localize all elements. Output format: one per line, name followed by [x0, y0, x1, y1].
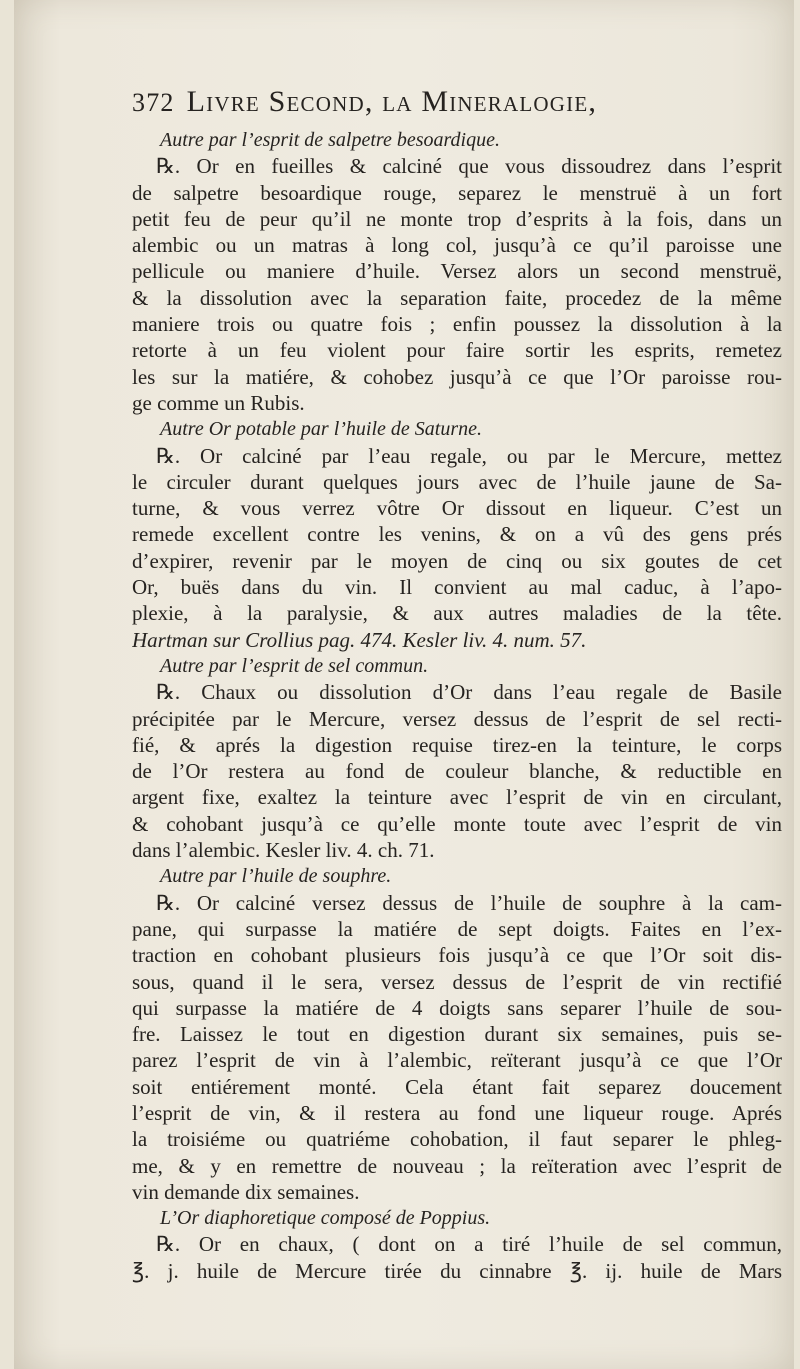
text-line: ℞. Or calciné par l’eau regale, ou par le Mercure, mettez [156, 443, 782, 468]
text-line: argent fixe, exaltez la teinture avec l’esprit de vin en circulant, [132, 785, 782, 810]
book-page [14, 0, 794, 1369]
text-line: ge comme un Rubis. [132, 390, 305, 415]
text-line: la troisiéme ou quatriéme cohobation, il faut separer le phleg- [132, 1127, 782, 1152]
text-line: Or, buës dans du vin. Il convient au mal caduc, à l’apo- [132, 575, 782, 600]
text-line: ℞. Or calciné versez dessus de l’huile de souphre à la cam- [156, 890, 782, 915]
text-line: d’expirer, revenir par le moyen de cinq ou six goutes de cet [132, 548, 782, 573]
text-line: fre. Laissez le tout en digestion durant six semaines, puis se- [132, 1022, 782, 1047]
page-number: 372 [132, 88, 175, 117]
text-line: plexie, à la paralysie, & aux autres maladies de la tête. [132, 601, 782, 626]
text-line: petit feu de peur qu’il ne monte trop d’esprits à la fois, dans un [132, 206, 782, 231]
text-line: & la dissolution avec la separation faite, procedez de la même [132, 285, 782, 310]
text-line: sous, quand il le sera, versez dessus de l’esprit de vin rectifié [132, 969, 782, 994]
text-line: le circuler durant quelques jours avec de l’huile jaune de Sa- [132, 469, 782, 494]
running-title: Livre Second, la Mineralogie, [186, 85, 598, 118]
section-heading: Autre par l’esprit de sel commun. [160, 654, 429, 677]
text-line: ℞. Chaux ou dissolution d’Or dans l’eau regale de Basile [156, 680, 782, 705]
text-line: ℥. j. huile de Mercure tirée du cinnabre ℥. ij. huile de Mars [132, 1258, 782, 1283]
text-lines [132, 127, 782, 1284]
text-line: précipitée par le Mercure, versez dessus de l’esprit de sel recti- [132, 706, 782, 731]
text-line: pane, qui surpasse la matiére de sept doigts. Faites en l’ex- [132, 916, 782, 941]
text-line: remede excellent contre les venins, & on a vû des gens prés [132, 522, 782, 547]
page-text-block [132, 82, 782, 1284]
text-line: vin demande dix semaines. [132, 1179, 360, 1204]
text-line: & cohobant jusqu’à ce qu’elle monte toute avec l’esprit de vin [132, 811, 782, 836]
text-line: les sur la matiére, & cohobez jusqu’à ce que l’Or paroisse rou- [132, 364, 782, 389]
text-line: de salpetre besoardique rouge, separez le menstruë à un fort [132, 180, 782, 205]
text-line: soit entiérement monté. Cela étant fait separez doucement [132, 1074, 782, 1099]
text-line: ℞. Or en chaux, ( dont on a tiré l’huile de sel commun, [156, 1232, 782, 1257]
text-line: qui surpasse la matiére de 4 doigts sans separer l’huile de sou- [132, 995, 782, 1020]
text-line: maniere trois ou quatre fois ; enfin poussez la dissolution à la [132, 312, 782, 337]
running-head [132, 82, 782, 123]
text-line: l’esprit de vin, & il restera au fond une liqueur rouge. Aprés [132, 1100, 782, 1125]
text-line: traction en cohobant plusieurs fois jusqu’à ce que l’Or soit dis- [132, 943, 782, 968]
text-line: de l’Or restera au fond de couleur blanche, & reductible en [132, 759, 782, 784]
text-line: retorte à un feu violent pour faire sortir les esprits, remetez [132, 338, 782, 363]
text-line: parez l’esprit de vin à l’alembic, reïterant jusqu’à ce que l’Or [132, 1048, 782, 1073]
text-line: dans l’alembic. Kesler liv. 4. ch. 71. [132, 838, 435, 863]
text-line: me, & y en remettre de nouveau ; la reïteration avec l’esprit de [132, 1153, 782, 1178]
text-line: alembic ou un matras à long col, jusqu’à ce qu’il paroisse une [132, 233, 782, 258]
section-heading: Autre Or potable par l’huile de Saturne. [160, 418, 482, 441]
text-line: pellicule ou maniere d’huile. Versez alors un second menstruë, [132, 259, 782, 284]
text-line: ℞. Or en fueilles & calciné que vous dissoudrez dans l’esprit [156, 154, 782, 179]
text-line: turne, & vous verrez vôtre Or dissout en liqueur. C’est un [132, 496, 782, 521]
reference-line: Hartman sur Crollius pag. 474. Kesler liv. 4. num. 57. [132, 627, 587, 652]
text-line: fié, & aprés la digestion requise tirez-en la teinture, le corps [132, 732, 782, 757]
section-heading: Autre par l’esprit de salpetre besoardique. [160, 129, 500, 151]
section-heading: Autre par l’huile de souphre. [160, 865, 392, 888]
section-heading: L’Or diaphoretique composé de Poppius. [160, 1207, 491, 1230]
